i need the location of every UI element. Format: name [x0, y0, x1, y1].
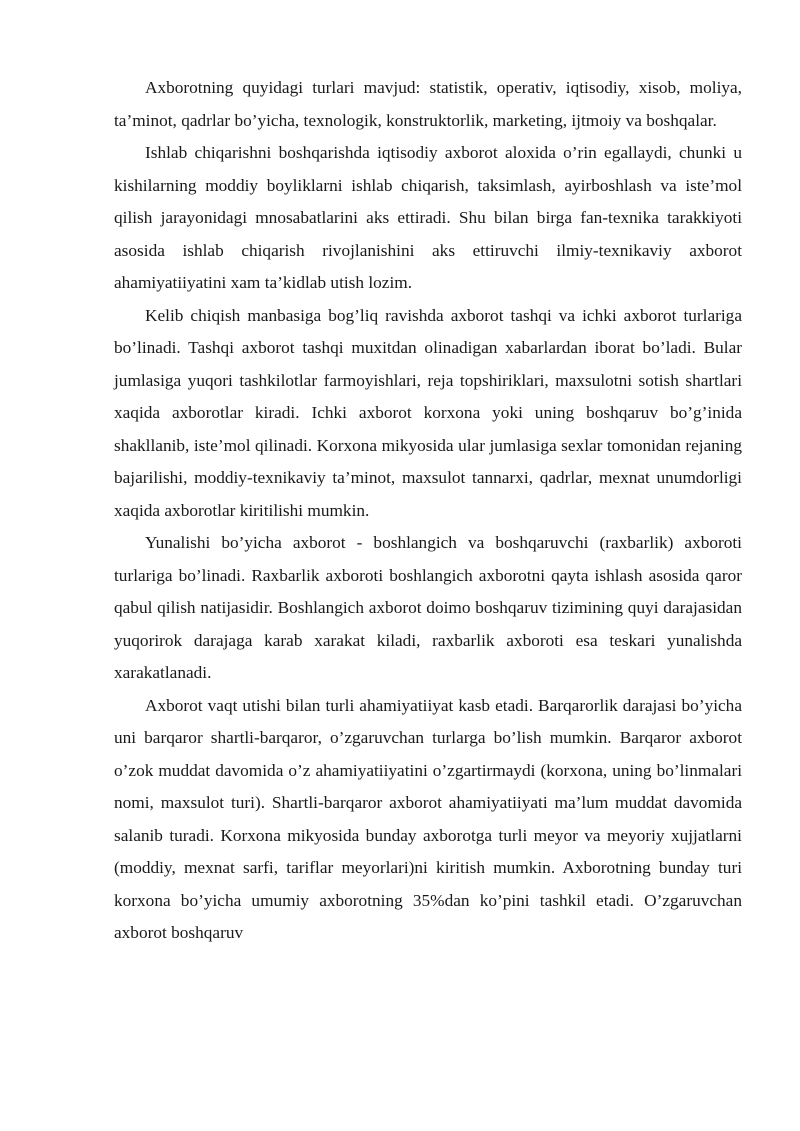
paragraph-direction: Yunalishi bo’yicha axborot - boshlangich va boshqaruvchi (raxbarlik) axboroti turlariga bo’linadi. Raxbarlik axboroti boshlangich axborotni qayta ishlash asosida qaror qabul qilish natijasidir. Boshlangich axborot doimo boshqaruv tizimining quyi darajasidan yuqorirok darajaga karab xarakat kiladi, raxbarlik axboroti esa teskari yunalishda xarakatlanadi.: [114, 533, 742, 682]
paragraph-stability: Axborot vaqt utishi bilan turli ahamiyatiiyat kasb etadi. Barqarorlik darajasi bo’yicha uni barqaror shartli-barqaror, o’zgaruvchan turlarga bo’lish mumkin. Barqaror axborot o’zok muddat davomida o’z ahamiyatiiyatini o’zgartirmaydi (korxona, uning bo’linmalari nomi, maxsulot turi). Shartli-barqaror axborot ahamiyatiiyati ma’lum muddat davomida salanib turadi. Korxona mikyosida bunday axborotga turli meyor va meyoriy xujjatlarni (moddiy, mexnat sarfi, tariflar meyorlari)ni kiritish mumkin. Axborotning bunday turi korxona bo’yicha umumiy axborotning 35%dan ko’pini tashkil etadi. O’zgaruvchan axborot boshqaruv: [114, 695, 742, 942]
document-page: [114, 72, 742, 950]
paragraph-economic-info: Ishlab chiqarishni boshqarishda iqtisodiy axborot aloxida o’rin egallaydi, chunki u kishilarning moddiy boyliklarni ishlab chiqarish, taksimlash, ayirboshlash va iste’mol qilish jarayonidagi mnosabatlarini aks ettiradi. Shu bilan birga fan-texnika tarakkiyoti asosida ishlab chiqarish rivojlanishini aks ettiruvchi ilmiy-texnikaviy axborot ahamiyatiiyatini xam ta’kidlab utish lozim.: [114, 143, 742, 292]
paragraph-external-internal: Kelib chiqish manbasiga bog’liq ravishda axborot tashqi va ichki axborot turlariga bo’linadi. Tashqi axborot tashqi muxitdan olinadigan xabarlardan iborat bo’ladi. Bular jumlasiga yuqori tashkilotlar farmoyishlari, reja topshiriklari, maxsulotni sotish shartlari xaqida axborotlar kiradi. Ichki axborot korxona yoki uning boshqaruv bo’g’inida shakllanib, iste’mol qilinadi. Korxona mikyosida ular jumlasiga sexlar tomonidan rejaning bajarilishi, moddiy-texnikaviy ta’minot, maxsulot tannarxi, qadrlar, mexnat unumdorligi xaqida axborotlar kiritilishi mumkin.: [114, 305, 742, 520]
paragraph-info-types: Axborotning quyidagi turlari mavjud: statistik, operativ, iqtisodiy, xisob, moliya, ta’minot, qadrlar bo’yicha, texnologik, konstruktorlik, marketing, ijtmoiy va boshqalar.: [114, 78, 742, 130]
